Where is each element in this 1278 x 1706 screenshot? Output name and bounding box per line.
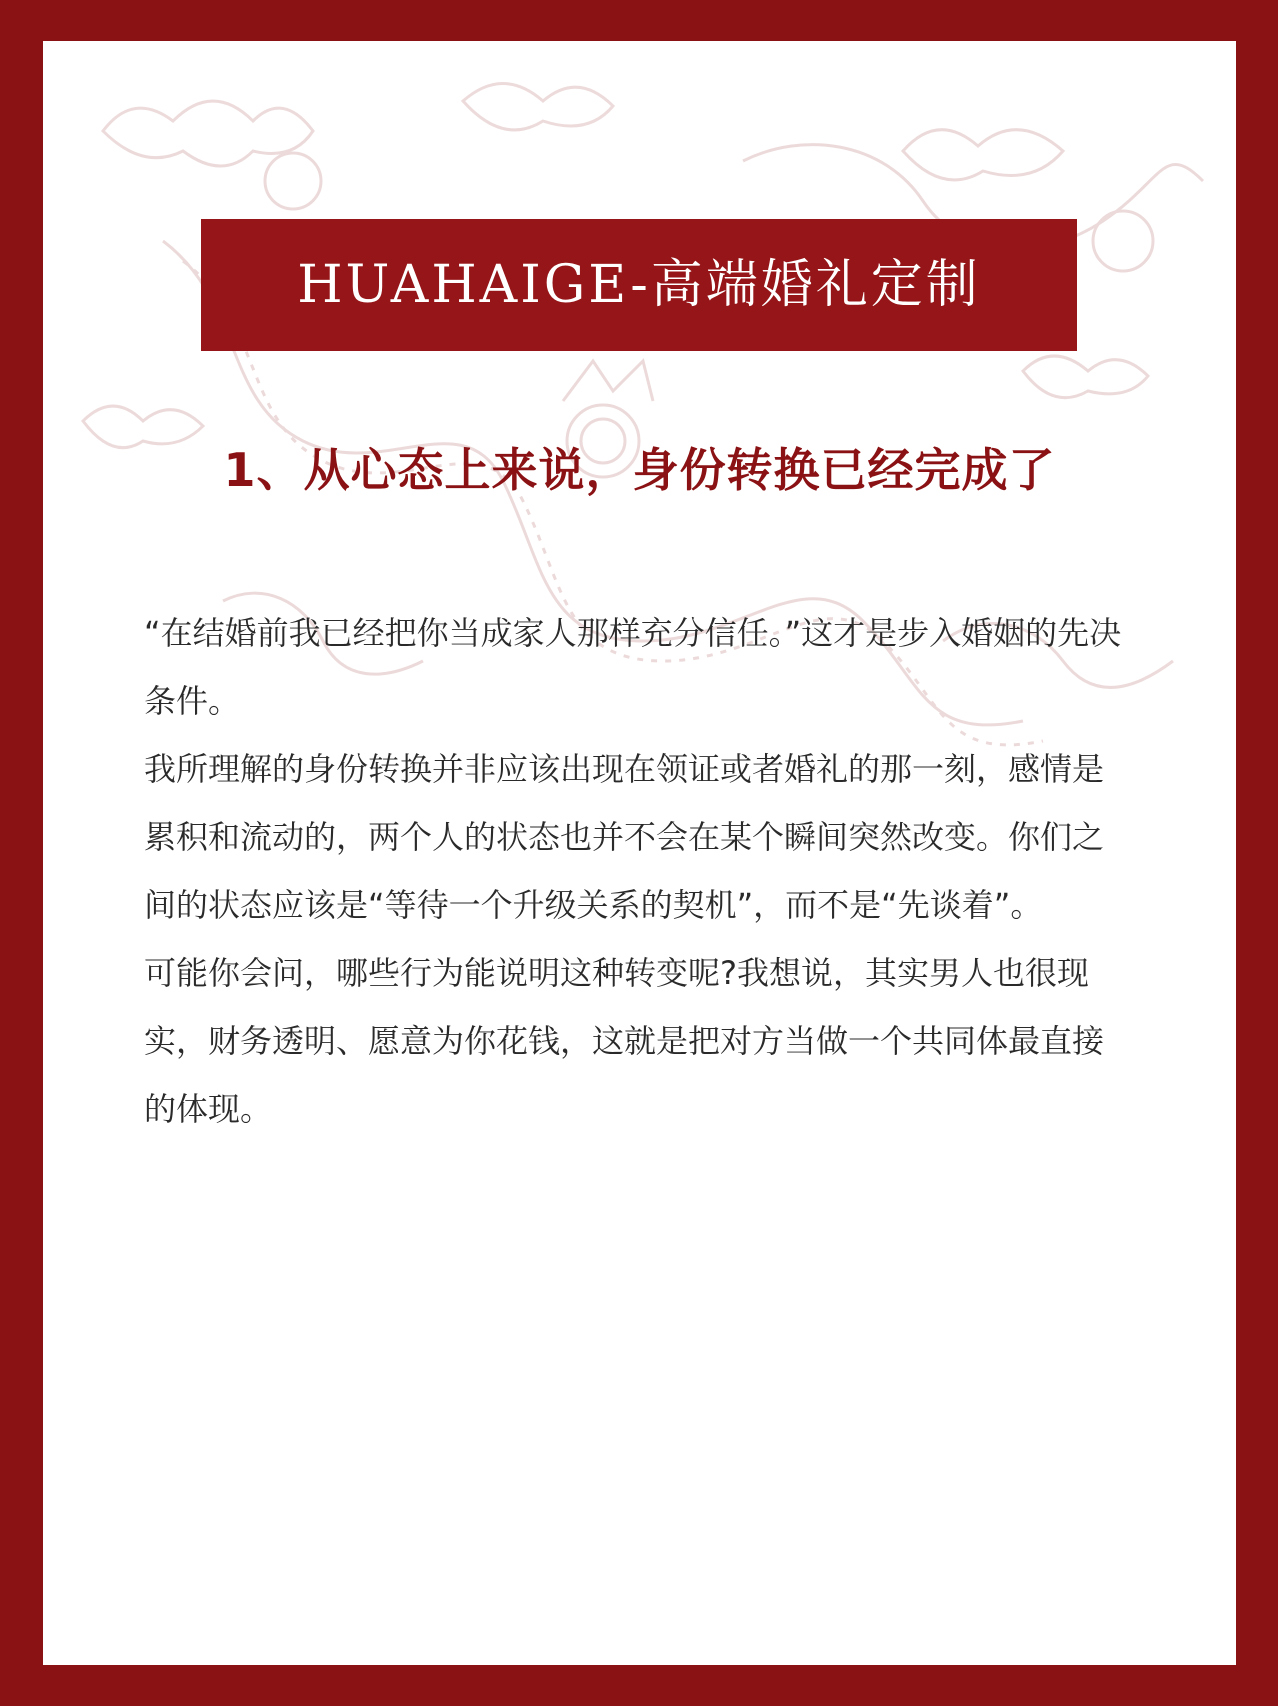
body-text	[144, 599, 1129, 1143]
paragraph: “在结婚前我已经把你当成家人那样充分信任。”这才是步入婚姻的先决条件。	[144, 614, 1122, 720]
banner-title: HUAHAIGE-高端婚礼定制	[297, 255, 981, 315]
cloud-swirl	[463, 84, 613, 130]
paragraph: 我所理解的身份转换并非应该出现在领证或者婚礼的那一刻，感情是累积和流动的，两个人的状态也并不会在某个瞬间突然改变。你们之间的状态应该是“等待一个升级关系的契机”，而不是“先谈着”。	[144, 750, 1105, 924]
paragraph: 可能你会问，哪些行为能说明这种转变呢?我想说，其实男人也很现实，财务透明、愿意为你花钱，这就是把对方当做一个共同体最直接的体现。	[144, 954, 1105, 1128]
cloud-swirl	[103, 101, 313, 166]
cloud-swirl	[83, 406, 203, 448]
cloud-swirl	[903, 130, 1063, 180]
content-card	[43, 41, 1236, 1665]
section-heading: 1、从心态上来说，身份转换已经完成了	[223, 443, 1056, 497]
title-banner	[201, 219, 1077, 351]
cloud-swirl	[1023, 356, 1148, 398]
